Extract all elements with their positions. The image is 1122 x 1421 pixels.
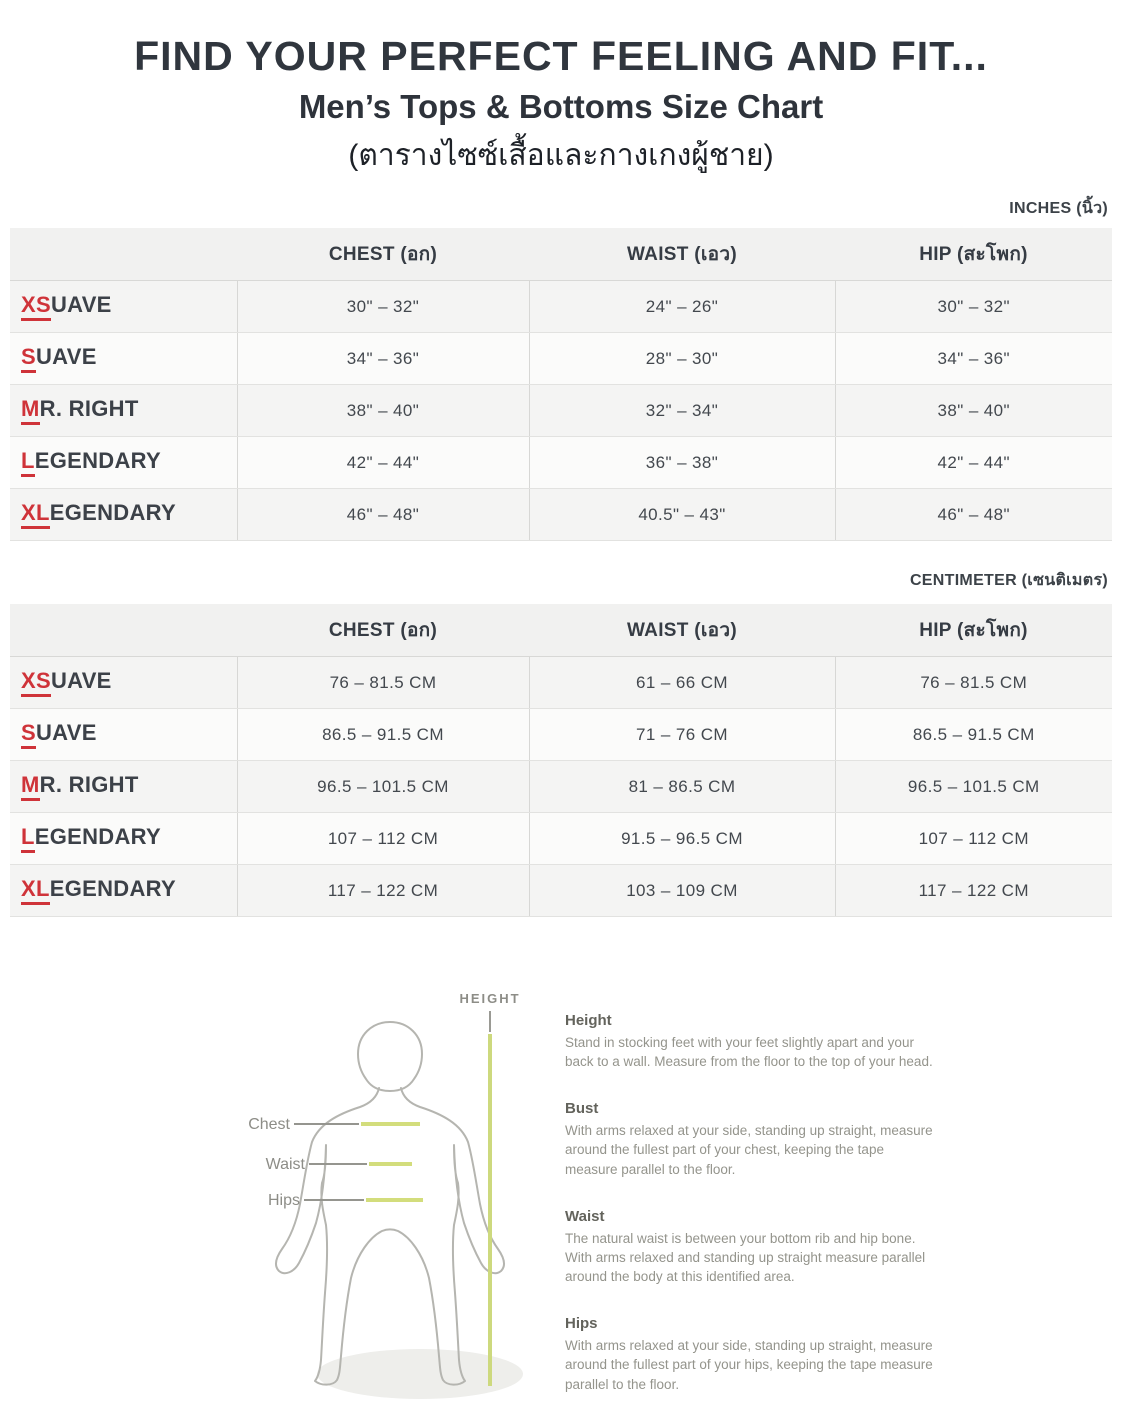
- figure-head: [358, 1022, 422, 1091]
- size-prefix: S: [21, 345, 36, 373]
- hip-value: 30" – 32": [835, 281, 1112, 333]
- size-label: [10, 761, 237, 813]
- size-rest: EGENDARY: [49, 875, 176, 901]
- hip-value: 86.5 – 91.5 CM: [835, 709, 1112, 761]
- chest-value: 42" – 44": [237, 437, 529, 489]
- column-header-waist: WAIST (เอว): [529, 604, 835, 657]
- table-row: [10, 281, 1112, 333]
- waist-value: 36" – 38": [529, 437, 835, 489]
- size-label: [10, 657, 237, 709]
- column-header-size: [10, 228, 237, 281]
- waist-value: 32" – 34": [529, 385, 835, 437]
- size-label: [10, 865, 237, 917]
- waist-label: Waist: [265, 1156, 305, 1173]
- size-prefix: XL: [21, 877, 50, 905]
- chest-value: 30" – 32": [237, 281, 529, 333]
- instruction-bust: [565, 1100, 937, 1178]
- column-header-waist: WAIST (เอว): [529, 228, 835, 281]
- table-row: [10, 709, 1112, 761]
- hip-value: 46" – 48": [835, 489, 1112, 541]
- instruction-body: The natural waist is between your bottom rib and hip bone. With arms relaxed and standing up straight measure parallel around the body at this identified area.: [565, 1230, 926, 1285]
- waist-value: 24" – 26": [529, 281, 835, 333]
- size-prefix: XS: [21, 293, 51, 321]
- size-rest: R. RIGHT: [39, 771, 139, 797]
- waist-value: 91.5 – 96.5 CM: [529, 813, 835, 865]
- column-header-chest: CHEST (อก): [237, 228, 529, 281]
- hip-value: 117 – 122 CM: [835, 865, 1112, 917]
- chest-value: 76 – 81.5 CM: [237, 657, 529, 709]
- waist-value: 81 – 86.5 CM: [529, 761, 835, 813]
- instruction-heading: Waist: [565, 1207, 605, 1225]
- page-title: FIND YOUR PERFECT FEELING AND FIT...: [134, 33, 988, 79]
- chest-value: 34" – 36": [237, 333, 529, 385]
- instruction-height: [565, 1012, 937, 1071]
- chest-value: 107 – 112 CM: [237, 813, 529, 865]
- chest-value: 46" – 48": [237, 489, 529, 541]
- size-prefix: M: [21, 773, 40, 801]
- instruction-body: With arms relaxed at your side, standing up straight, measure around the fullest part of your hips, keeping the tape measure parallel to the floor.: [565, 1338, 933, 1392]
- size-label: [10, 333, 237, 385]
- instruction-heading: Bust: [565, 1100, 599, 1118]
- human-figure: [276, 1022, 504, 1385]
- size-table-centimeter: [10, 604, 1112, 917]
- size-label: [10, 709, 237, 761]
- column-header-hip: HIP (สะโพก): [835, 604, 1112, 657]
- unit-label-centimeter: CENTIMETER (เซนติเมตร): [909, 572, 1108, 589]
- instruction-waist: [565, 1208, 937, 1286]
- measurement-instructions: [565, 1012, 937, 1421]
- size-rest: UAVE: [50, 291, 112, 317]
- instruction-heading: Height: [565, 1012, 612, 1029]
- column-header-hip: HIP (สะโพก): [835, 228, 1112, 281]
- size-rest: EGENDARY: [34, 823, 162, 849]
- column-header-chest: CHEST (อก): [237, 604, 529, 657]
- chest-value: 38" – 40": [237, 385, 529, 437]
- size-label: [10, 385, 237, 437]
- chest-value: 96.5 – 101.5 CM: [237, 761, 529, 813]
- table-header-row: [10, 604, 1112, 657]
- hip-value: 107 – 112 CM: [835, 813, 1112, 865]
- waist-value: 40.5" – 43": [529, 489, 835, 541]
- page-subtitle-thai: (ตารางไซซ์เสื้อและกางเกงผู้ชาย): [348, 139, 774, 173]
- title-block: [0, 34, 1122, 175]
- waist-value: 28" – 30": [529, 333, 835, 385]
- size-table-inches: [10, 228, 1112, 541]
- page-subtitle: Men’s Tops & Bottoms Size Chart: [298, 88, 824, 126]
- height-label: HEIGHT: [459, 991, 521, 1006]
- table-row: [10, 489, 1112, 541]
- size-label: [10, 813, 237, 865]
- size-label: [10, 437, 237, 489]
- table-row: [10, 437, 1112, 489]
- waist-value: 71 – 76 CM: [529, 709, 835, 761]
- size-label: [10, 489, 237, 541]
- size-rest: UAVE: [35, 343, 97, 369]
- chest-value: 86.5 – 91.5 CM: [237, 709, 529, 761]
- floor-shadow: [317, 1349, 523, 1399]
- figure-body-outline: [276, 1088, 504, 1385]
- waist-value: 103 – 109 CM: [529, 865, 835, 917]
- table-row: [10, 657, 1112, 709]
- table-row: [10, 333, 1112, 385]
- hip-value: 34" – 36": [835, 333, 1112, 385]
- table-row: [10, 761, 1112, 813]
- size-prefix: XS: [21, 669, 51, 697]
- hip-value: 76 – 81.5 CM: [835, 657, 1112, 709]
- hip-value: 38" – 40": [835, 385, 1112, 437]
- size-prefix: L: [21, 825, 35, 853]
- chest-value: 117 – 122 CM: [237, 865, 529, 917]
- size-prefix: L: [21, 449, 35, 477]
- waist-value: 61 – 66 CM: [529, 657, 835, 709]
- hip-value: 42" – 44": [835, 437, 1112, 489]
- size-rest: R. RIGHT: [39, 395, 139, 421]
- unit-label-inches: INCHES (นิ้ว): [1009, 200, 1108, 217]
- instruction-body: With arms relaxed at your side, standing up straight, measure around the fullest part of your chest, keeping the tape measure parallel to the floor.: [565, 1123, 933, 1177]
- table-header-row: [10, 228, 1112, 281]
- size-rest: EGENDARY: [34, 447, 162, 473]
- hips-label: Hips: [267, 1192, 300, 1209]
- chest-label: Chest: [248, 1116, 290, 1133]
- table-row: [10, 865, 1112, 917]
- table-row: [10, 385, 1112, 437]
- size-prefix: XL: [21, 501, 50, 529]
- hip-value: 96.5 – 101.5 CM: [835, 761, 1112, 813]
- instruction-body: Stand in stocking feet with your feet slightly apart and your back to a wall. Measure from the floor to the top of your head.: [565, 1035, 933, 1070]
- table-row: [10, 813, 1112, 865]
- instruction-heading: Hips: [565, 1315, 598, 1333]
- size-rest: UAVE: [35, 719, 97, 745]
- size-label: [10, 281, 237, 333]
- body-diagram: [230, 975, 560, 1421]
- size-prefix: M: [21, 397, 40, 425]
- size-rest: EGENDARY: [49, 499, 176, 525]
- size-rest: UAVE: [50, 667, 112, 693]
- instruction-hips: [565, 1315, 937, 1393]
- size-prefix: S: [21, 721, 36, 749]
- column-header-size: [10, 604, 237, 657]
